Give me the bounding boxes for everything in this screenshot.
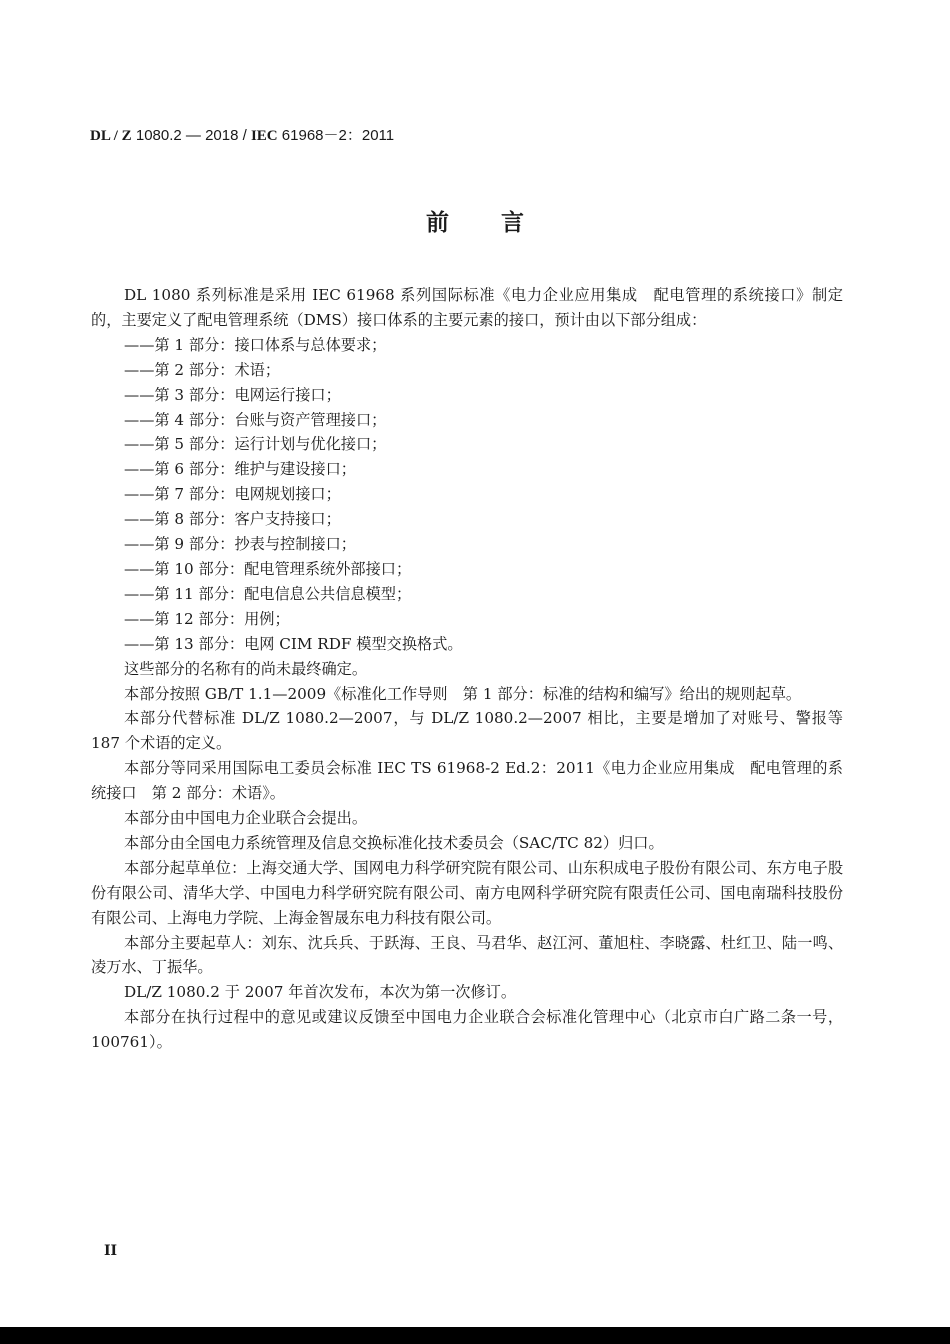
list-item: ——第 4 部分：台账与资产管理接口； xyxy=(124,410,387,429)
title-char-2: 言 xyxy=(501,209,524,236)
header-number: 1080.2 — 2018 / xyxy=(131,127,251,144)
page-title xyxy=(0,204,950,237)
paragraph-drafters: 本部分主要起草人：刘东、沈兵兵、于跃海、王良、马君华、赵江河、董旭柱、李晓露、杜红卫、陆一鸣、凌万水、丁振华。 xyxy=(91,933,843,977)
paragraph-adoption: 本部分等同采用国际电工委员会标准 IEC TS 61968-2 Ed.2：2011《电力企业应用集成 配电管理的系统接口 第 2 部分：术语》。 xyxy=(91,759,843,803)
header-iec-number: 61968－2：2011 xyxy=(277,127,395,144)
list-item: ——第 3 部分：电网运行接口； xyxy=(124,385,341,404)
list-item: ——第 10 部分：配电管理系统外部接口； xyxy=(124,559,412,578)
paragraph-names-pending: 这些部分的名称有的尚未最终确定。 xyxy=(124,659,367,678)
paragraph-proposed-by: 本部分由中国电力企业联合会提出。 xyxy=(124,809,367,828)
paragraph-centralized-by: 本部分由全国电力系统管理及信息交换标准化技术委员会（SAC/TC 82）归口。 xyxy=(124,833,664,852)
header-prefix: DL / Z xyxy=(90,128,132,144)
list-item: ——第 12 部分：用例； xyxy=(124,609,290,628)
list-item: ——第 2 部分：术语； xyxy=(124,360,281,379)
list-item: ——第 5 部分：运行计划与优化接口； xyxy=(124,435,387,454)
list-item: ——第 9 部分：抄表与控制接口； xyxy=(124,535,356,554)
list-item: ——第 13 部分：电网 CIM RDF 模型交换格式。 xyxy=(124,634,463,653)
foreword-body xyxy=(91,283,843,1055)
paragraph-replaces: 本部分代替标准 DL/Z 1080.2—2007，与 DL/Z 1080.2—2007 相比，主要是增加了对账号、警报等 187 个术语的定义。 xyxy=(91,709,843,753)
list-item: ——第 1 部分：接口体系与总体要求； xyxy=(124,335,387,354)
bottom-edge-bar xyxy=(0,1327,950,1344)
intro-paragraph: DL 1080 系列标准是采用 IEC 61968 系列国际标准《电力企业应用集成 配电管理的系统接口》制定的，主要定义了配电管理系统（DMS）接口体系的主要元素的接口，预计由以下部分组成： xyxy=(91,286,843,329)
title-char-1: 前 xyxy=(426,209,449,236)
page-number: II xyxy=(104,1243,118,1259)
list-item: ——第 8 部分：客户支持接口； xyxy=(124,510,341,529)
standard-header xyxy=(90,124,394,145)
paragraph-drafting-rules: 本部分按照 GB/T 1.1—2009《标准化工作导则 第 1 部分：标准的结构和编写》给出的规则起草。 xyxy=(124,684,802,703)
paragraph-drafting-units: 本部分起草单位：上海交通大学、国网电力科学研究院有限公司、山东积成电子股份有限公司、东方电子股份有限公司、清华大学、中国电力科学研究院有限公司、南方电网科学研究院有限责任公司、国电南瑞科技股份有限公司、上海电力学院、上海金智晟东电力科技有限公司。 xyxy=(91,858,843,927)
header-iec: IEC xyxy=(250,128,278,144)
paragraph-history: DL/Z 1080.2 于 2007 年首次发布，本次为第一次修订。 xyxy=(124,983,517,1002)
paragraph-feedback: 本部分在执行过程中的意见或建议反馈至中国电力企业联合会标准化管理中心（北京市白广路二条一号，100761）。 xyxy=(91,1008,843,1052)
list-item: ——第 6 部分：维护与建设接口； xyxy=(124,460,356,479)
list-item: ——第 7 部分：电网规划接口； xyxy=(124,485,341,504)
list-item: ——第 11 部分：配电信息公共信息模型； xyxy=(124,584,412,603)
